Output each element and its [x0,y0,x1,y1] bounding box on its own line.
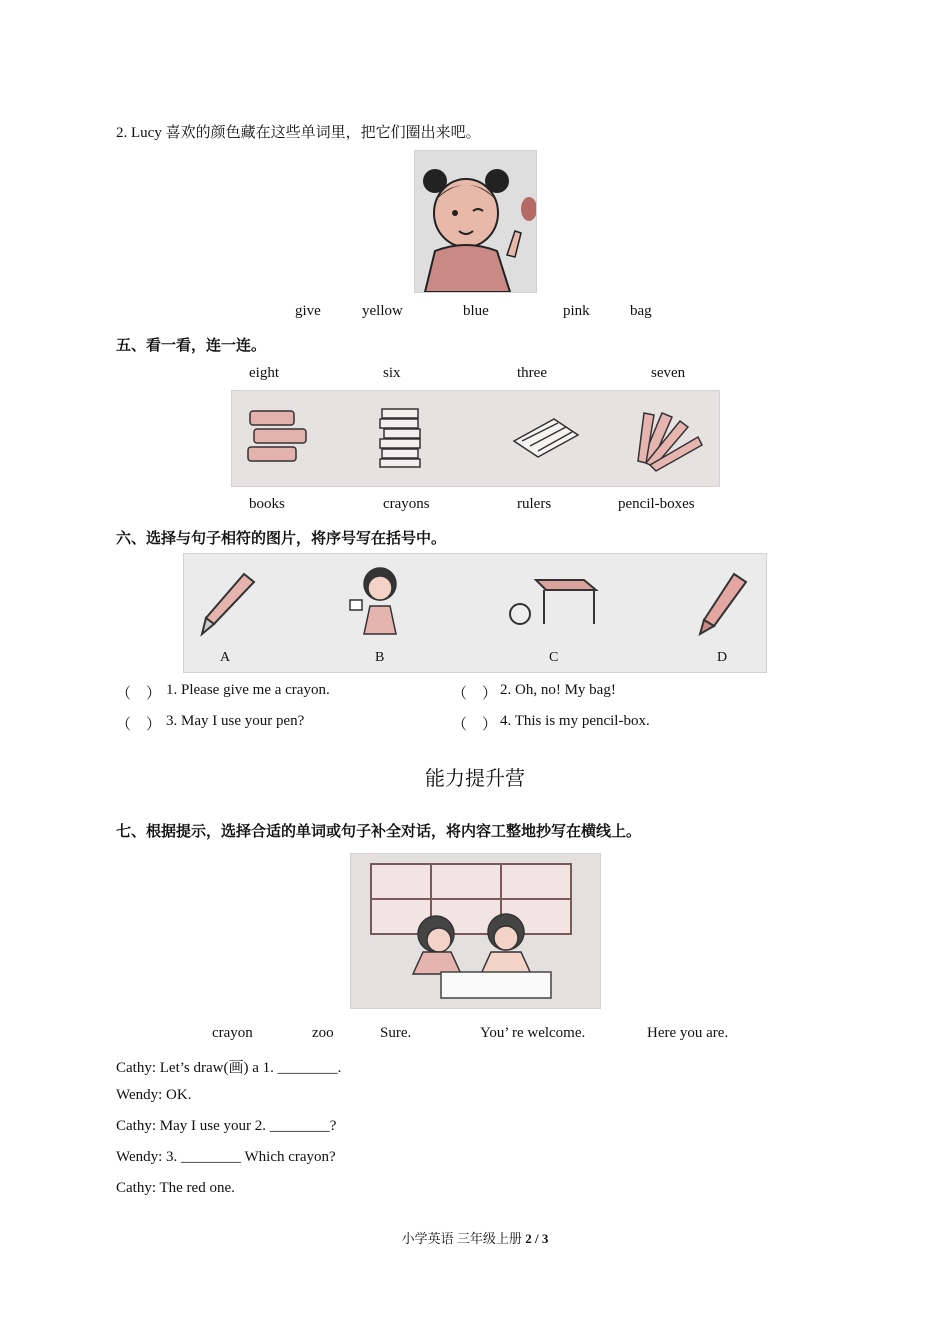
footer-page-total: 3 [541,1231,549,1246]
section-6-title: 六、选择与句子相符的图片，将序号写在括号中。 [116,531,447,547]
answer-paren-1[interactable]: （ ） [116,686,162,702]
sec5-bottom-word-books: books [249,496,285,512]
crayon-image [700,574,746,634]
dialogue-line-5: Cathy: The red one. [116,1180,235,1196]
sec6-pictures-strip [183,553,767,673]
section-5-title: 五、看一看，连一连。 [116,338,267,354]
option-sure: Sure. [380,1025,412,1041]
dialogue-line-2: Wendy: OK. [116,1087,192,1103]
picture-label-c: C [549,650,559,665]
footer-subject: 小学英语 三年级上册 [401,1231,522,1246]
bookshelf-image [371,864,571,934]
option-crayon: crayon [212,1025,253,1041]
q2-word-give: give [295,303,321,319]
two-girls-drawing-illustration [350,853,601,1009]
dialogue-line-4: Wendy: 3. ________ Which crayon? [116,1149,336,1165]
pencil-boxes-image [248,411,306,461]
sec5-objects-strip [231,390,720,487]
option-zoo: zoo [312,1025,334,1041]
option-youre-welcome: You’ re welcome. [480,1025,586,1041]
dialogue-line-3: Cathy: May I use your 2. ________? [116,1118,337,1134]
sec5-bottom-word-crayons: crayons [383,496,430,512]
q2-word-pink: pink [563,303,590,319]
girl-with-pencil-box-image [350,568,396,634]
sec5-bottom-word-rulers: rulers [517,496,552,512]
sec5-bottom-word-pencil-boxes: pencil-boxes [618,496,695,512]
crayons-fan-image [638,413,702,471]
books-stack-image [380,409,420,467]
q2-word-yellow: yellow [362,303,403,319]
sentence-3: 3. May I use your pen? [166,713,305,729]
sentence-2: 2. Oh, no! My bag! [500,682,616,698]
q2-word-bag: bag [630,303,652,319]
sec5-top-word-six: six [383,365,401,381]
sentence-1: 1. Please give me a crayon. [166,682,330,698]
footer-page-number: 2 [525,1231,532,1246]
q2-instruction: 2. Lucy 喜欢的颜色藏在这些单词里，把它们圈出来吧。 [116,125,481,141]
desk-with-bag-image [510,580,596,624]
page-footer [0,1228,950,1247]
sentence-4: 4. This is my pencil-box. [500,713,650,729]
footer-separator: / [534,1231,539,1246]
picture-label-d: D [717,650,728,665]
picture-label-a: A [220,650,231,665]
q2-word-blue: blue [463,303,489,319]
option-here-you-are: Here you are. [647,1025,729,1041]
dialogue-line-1: Cathy: Let’s draw(画) a 1. ________. [116,1060,342,1076]
ability-heading: 能力提升营 [425,768,525,790]
answer-paren-3[interactable]: （ ） [116,717,162,733]
picture-label-b: B [375,650,385,665]
answer-paren-4[interactable]: （ ） [452,717,498,733]
sec5-top-word-eight: eight [249,365,279,381]
drawing-paper-image [441,972,551,998]
girl-illustration [414,150,537,293]
sec5-top-word-seven: seven [651,365,686,381]
answer-paren-2[interactable]: （ ） [452,686,498,702]
abacus-image [514,419,578,457]
sec5-top-word-three: three [517,365,547,381]
section-7-title: 七、根据提示，选择合适的单词或句子补全对话，将内容工整地抄写在横线上。 [116,824,642,840]
pen-image [202,574,254,634]
